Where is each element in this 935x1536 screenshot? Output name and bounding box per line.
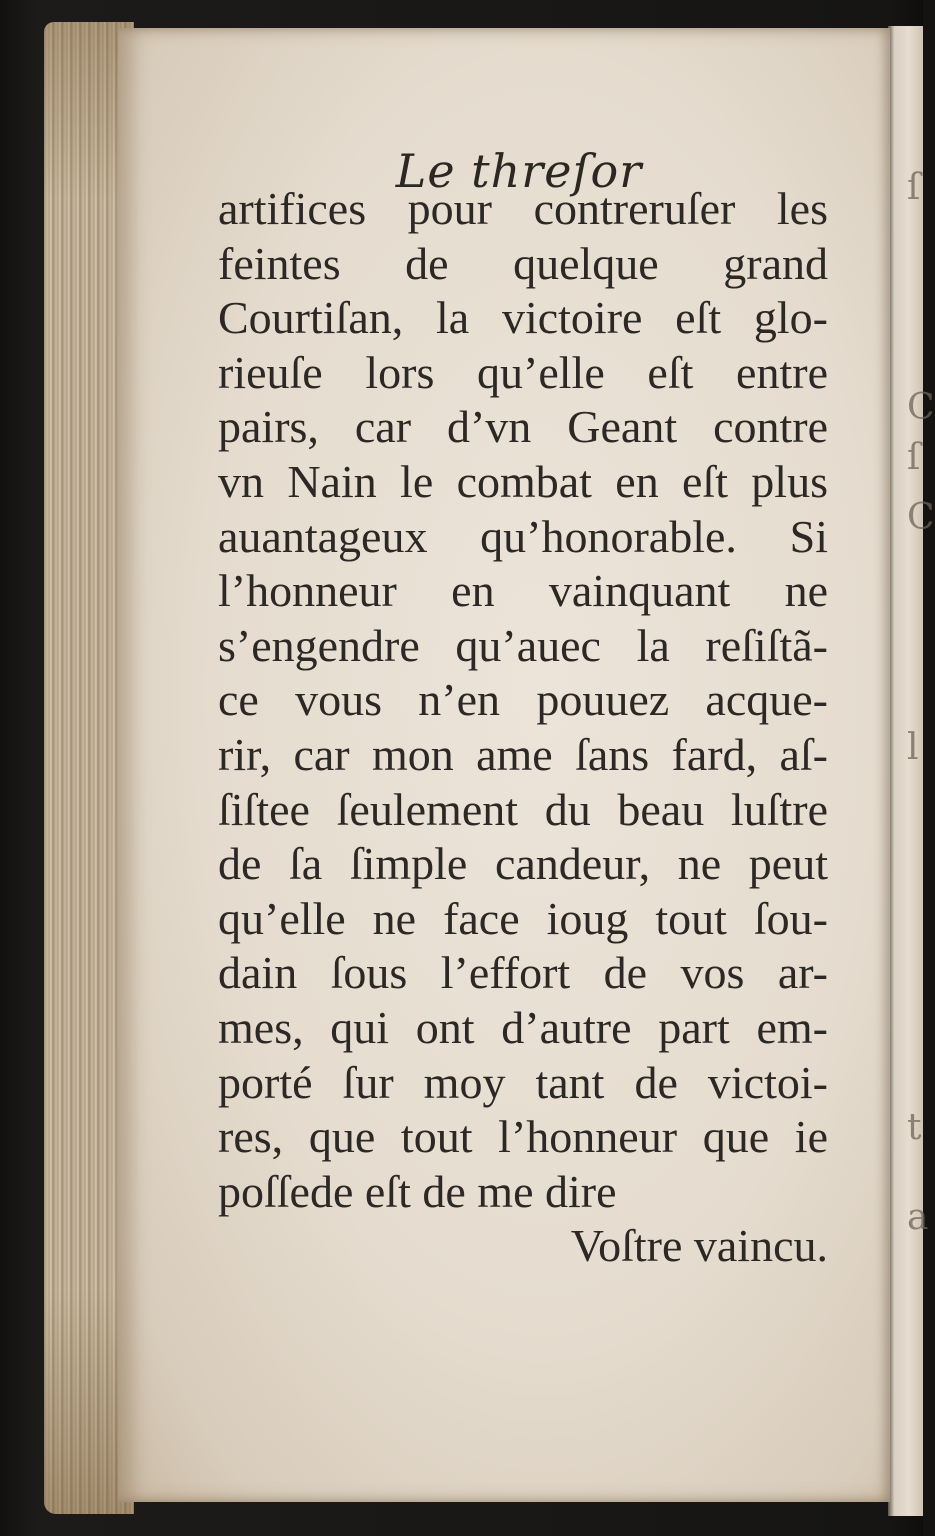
body-line: poſſede eſt de me dire — [218, 1165, 617, 1217]
facing-page-glyph-traces: ſ C ſ C l t a — [907, 167, 935, 1238]
body-line: mes, qui ont d’autre part em- — [218, 1001, 828, 1053]
body-line: artifices pour contreruſer les — [218, 183, 828, 234]
body-line: dain ſous l’effort de vos ar- — [218, 947, 828, 999]
closing-signature-line: Voſtre vaincu. — [570, 1220, 828, 1272]
body-line: pairs, car d’vn Geant contre — [218, 401, 828, 453]
body-line: Courtiſan, la victoire eſt glo- — [218, 292, 828, 344]
body-line: s’engendre qu’auec la reſiſtã- — [218, 619, 828, 671]
body-line: feintes de quelque grand — [218, 237, 828, 289]
body-line: rieuſe lors qu’elle eſt entre — [218, 346, 828, 398]
body-line: ſiſtee ſeulement du beau luſtre — [218, 783, 828, 835]
body-line: qu’elle ne face ioug tout ſou- — [218, 892, 828, 944]
body-line: vn Nain le combat en eſt plus — [218, 455, 828, 507]
body-line: res, que tout l’honneur que ie — [218, 1111, 828, 1163]
body-line: rir, car mon ame ſans fard, aſ- — [218, 728, 828, 780]
running-title: Le threſor — [395, 144, 643, 198]
body-line: auantageux qu’honorable. Si — [218, 510, 828, 562]
page-body-text — [218, 182, 828, 1274]
body-line: de ſa ſimple candeur, ne peut — [218, 838, 828, 890]
body-line: porté ſur moy tant de victoi- — [218, 1056, 828, 1108]
body-line: ce vous n’en pouuez acque- — [218, 674, 828, 726]
body-line: l’honneur en vainquant ne — [218, 565, 828, 617]
